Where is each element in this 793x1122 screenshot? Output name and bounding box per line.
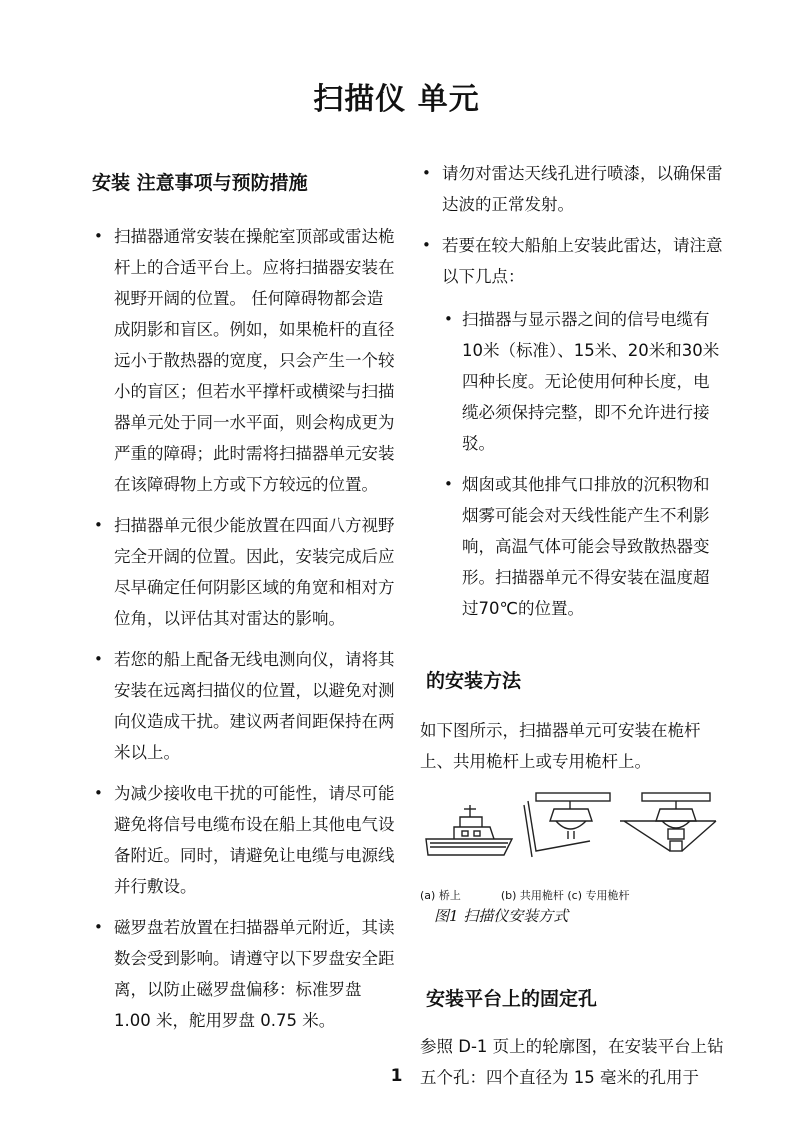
- mounting-illustration: [420, 791, 720, 881]
- page-number: 1: [390, 1066, 403, 1086]
- page-title: 扫描仪 单元: [313, 82, 480, 117]
- sub-list-item: • 扫描器与显示器之间的信号电缆有10米（标准）、15米、20米和30米四种长度。无论使用何种长度，电缆必须保持完整，即不允许进行接驳。: [442, 304, 725, 459]
- figure-caption-bc: (b) 共用桅杆 (c) 专用桅杆: [500, 889, 630, 902]
- list-item: • 扫描器通常安装在操舵室顶部或雷达桅杆上的合适平台上。应将扫描器安装在视野开阔的位置。 任何障碍物都会造成阴影和盲区。例如，如果桅杆的直径远小于散热器的宽度，只会产生一个较小的盲区；但若水平撑杆或横梁与扫描器单元处于同一水平面，则会构成更为严重的障碍；此时需将扫描器单元安装在该障碍物上方或下方较远的位置。: [92, 221, 397, 500]
- dedicated-mast-illustration: [620, 793, 716, 851]
- mounting-figure: [420, 791, 720, 902]
- common-mast-illustration: [524, 793, 610, 857]
- list-item: • 扫描器单元很少能放置在四面八方视野完全开阔的位置。因此，安装完成后应尽早确定任何阴影区域的角宽和相对方位角，以评估其对雷达的影响。: [92, 510, 397, 634]
- large-vessel-sublist: [442, 304, 725, 624]
- right-column: [420, 158, 725, 1093]
- section-heading-method: 的安装方法: [426, 670, 522, 692]
- list-item: • 若您的船上配备无线电测向仪，请将其安装在远离扫描仪的位置，以避免对测向仪造成干扰。建议两者间距保持在两米以上。: [92, 644, 397, 768]
- precautions-list-continued: [420, 158, 725, 624]
- section-heading-precautions: 安装 注意事项与预防措施: [92, 172, 308, 194]
- section-heading-fixing-holes: 安装平台上的固定孔: [426, 988, 598, 1010]
- list-item-text: 若要在较大船舶上安装此雷达，请注意以下几点：: [442, 236, 723, 286]
- method-paragraph: 如下图所示，扫描器单元可安装在桅杆上、共用桅杆上或专用桅杆上。: [420, 721, 701, 771]
- boat-illustration: [426, 805, 512, 855]
- list-item: • 请勿对雷达天线孔进行喷漆，以确保雷达波的正常发射。: [420, 158, 725, 220]
- left-column: [92, 168, 397, 1046]
- figure-title: 图1 扫描仪安装方式: [434, 907, 569, 925]
- precautions-list: [92, 221, 397, 1036]
- figure-captions: [420, 887, 720, 903]
- list-item: • 为减少接收电干扰的可能性，请尽可能避免将信号电缆布设在船上其他电气设备附近。同时，请避免让电缆与电源线并行敷设。: [92, 778, 397, 902]
- sub-list-item: • 烟囱或其他排气口排放的沉积物和烟雾可能会对天线性能产生不利影响，高温气体可能会导致散热器变形。扫描器单元不得安装在温度超过70℃的位置。: [442, 469, 725, 624]
- figure-caption-a: (a) 桥上: [420, 889, 461, 902]
- list-item: • 磁罗盘若放置在扫描器单元附近，其读数会受到影响。请遵守以下罗盘安全距离，以防止磁罗盘偏移：标准罗盘 1.00 米，舵用罗盘 0.75 米。: [92, 912, 397, 1036]
- fixing-holes-paragraph: 参照 D-1 页上的轮廓图，在安装平台上钻五个孔：四个直径为 15 毫米的孔用于: [420, 1037, 724, 1087]
- list-item: [420, 230, 725, 624]
